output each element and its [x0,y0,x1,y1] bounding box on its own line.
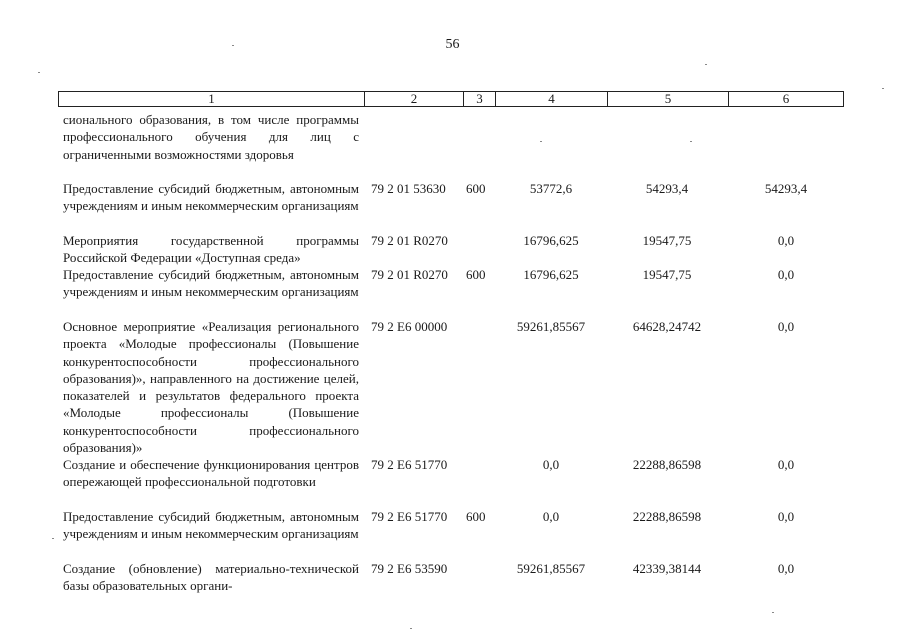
row-value-col4: 0,0 [542,509,560,524]
row-value-col4: 59261,85567 [516,319,586,334]
row-value-col4: 53772,6 [529,181,573,196]
row-value-col4: 0,0 [542,457,560,472]
column-header-1: 1 [59,92,365,106]
page-number: 56 [445,37,460,52]
row-description: Предоставление субсидий бюджетным, автономным учреждениям и иным некоммерческим организациям [63,181,359,214]
row-value-col5: 42339,38144 [632,561,702,576]
column-header-5: 5 [608,92,729,106]
row-value-col5: 54293,4 [645,181,689,196]
scan-speck [232,45,234,46]
scan-speck [690,141,692,142]
column-header-4: 4 [496,92,608,106]
row-value-col6: 0,0 [777,267,795,282]
row-description: Основное мероприятие «Реализация регионального проекта «Молодые профессионалы (Повышение конкурентоспособности профессионального образования)», направленного на достижение целей, показателей и результатов федерального проекта «Молодые профессионалы (Повышение конкурентоспособности профессионального образования)» [63,319,359,456]
row-expense-type: 600 [466,181,486,196]
scan-speck [52,538,54,539]
row-description: сионального образования, в том числе программы профессионального обучения для лиц с ограниченными возможностями здоровья [63,112,359,162]
scan-speck [410,628,412,629]
row-value-col6: 0,0 [777,319,795,334]
row-description: Мероприятия государственной программы Российской Федерации «Доступная среда» [63,233,359,266]
row-budget-code: 79 2 01 53630 [371,181,446,196]
row-description: Предоставление субсидий бюджетным, автономным учреждениям и иным некоммерческим организациям [63,267,359,300]
row-value-col5: 22288,86598 [632,457,702,472]
row-expense-type: 600 [466,509,486,524]
row-value-col6: 0,0 [777,233,795,248]
table-header-row [58,91,844,107]
row-description: Предоставление субсидий бюджетным, автономным учреждениям и иным некоммерческим организациям [63,509,359,542]
row-budget-code: 79 2 Е6 00000 [371,319,448,334]
column-header-6: 6 [782,91,790,106]
row-expense-type: 600 [466,267,486,282]
row-value-col4: 16796,625 [523,267,579,282]
row-value-col5: 19547,75 [642,267,692,282]
row-value-col5: 19547,75 [642,233,692,248]
scan-speck [882,88,884,89]
scan-speck [772,612,774,613]
row-budget-code: 79 2 01 R0270 [371,267,448,282]
row-value-col5: 22288,86598 [632,509,702,524]
row-value-col6: 54293,4 [764,181,808,196]
row-value-col6: 0,0 [777,457,795,472]
scan-speck [540,141,542,142]
row-budget-code: 79 2 Е6 53590 [371,561,448,576]
scan-speck [705,64,707,65]
row-description: Создание и обеспечение функционирования центров опережающей профессиональной подготовки [63,457,359,490]
row-value-col4: 59261,85567 [516,561,586,576]
row-value-col6: 0,0 [777,509,795,524]
row-budget-code: 79 2 Е6 51770 [371,509,448,524]
row-value-col4: 16796,625 [523,233,579,248]
row-value-col5: 64628,24742 [632,319,702,334]
row-budget-code: 79 2 Е6 51770 [371,457,448,472]
row-value-col6: 0,0 [777,561,795,576]
column-header-2: 2 [365,92,464,106]
column-header-3: 3 [464,92,496,106]
scan-speck [38,72,40,73]
row-budget-code: 79 2 01 R0270 [371,233,448,248]
row-description: Создание (обновление) материально-технической базы образовательных органи- [63,561,359,594]
